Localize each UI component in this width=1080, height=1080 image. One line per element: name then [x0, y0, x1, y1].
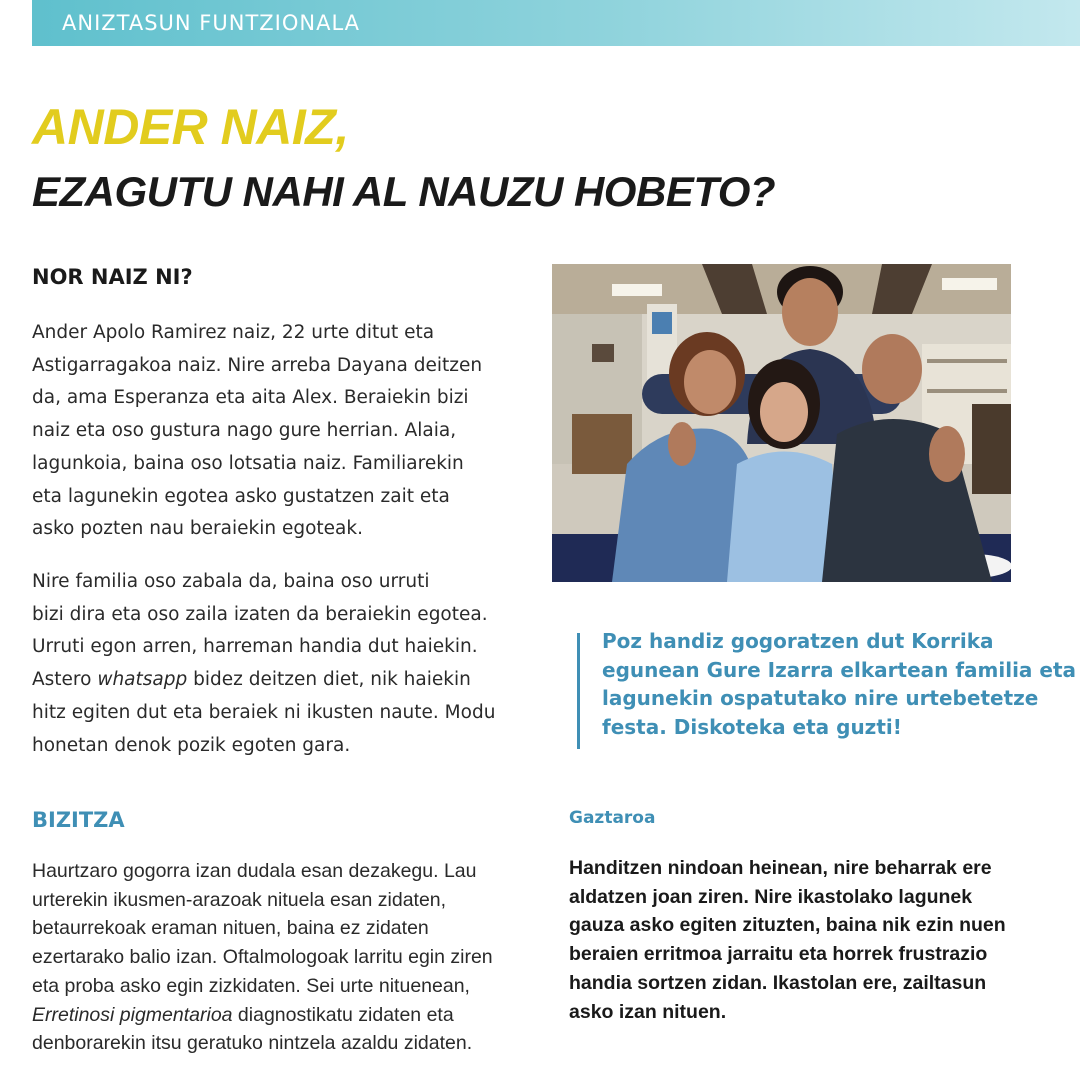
- text-line: Astigarragakoa naiz. Nire arreba Dayana deitzen: [32, 354, 483, 376]
- italic-term: whatsapp: [97, 669, 188, 691]
- text-line: Handitzen nindoan heinean, nire beharrak ere: [569, 857, 992, 879]
- quote-line: festa. Diskoteka eta guzti!: [602, 715, 902, 740]
- text-line: ezertarako balio izan. Oftalmologoak larritu egin ziren: [32, 946, 493, 969]
- text-line: betaurrekoak eraman nituen, baina ez zidaten: [32, 917, 429, 940]
- gaztaroa-paragraph: [569, 854, 1049, 1026]
- text-line: Ander Apolo Ramirez naiz, 22 urte ditut eta: [32, 322, 435, 343]
- section-banner: [32, 0, 1080, 46]
- quote-bar: [577, 633, 580, 749]
- text-line: bizi dira eta oso zaila izaten da beraiekin egotea.: [32, 603, 488, 625]
- text-fragment: Astero: [32, 669, 98, 691]
- section-label: ANIZTASUN FUNTZIONALA: [62, 11, 361, 35]
- text-line: denborarekin itsu geratuko nintzela azaldu zidaten.: [32, 1032, 473, 1055]
- gaztaroa-heading: Gaztaroa: [569, 808, 656, 828]
- bizitza-paragraph: [32, 857, 532, 1058]
- quote-line: lagunekin ospatutako nire urtebetetze: [602, 686, 1039, 711]
- text-line: hitz egiten dut eta beraiek ni ikusten naute. Modu: [32, 701, 496, 723]
- family-photo: [552, 264, 1011, 582]
- text-fragment: diagnostikatu zidaten eta: [232, 1003, 454, 1026]
- intro-heading: NOR NAIZ NI?: [32, 265, 193, 289]
- text-line: eta lagunekin egotea asko gustatzen zait eta: [32, 485, 450, 507]
- title-question: EZAGUTU NAHI AL NAUZU HOBETO?: [32, 168, 776, 215]
- intro-paragraph-1: [32, 317, 552, 546]
- text-line: [32, 664, 552, 697]
- quote-line: Poz handiz gogoratzen dut Korrika: [602, 629, 994, 653]
- text-line: honetan denok pozik egoten gara.: [32, 734, 351, 756]
- text-line: Nire familia oso zabala da, baina oso urruti: [32, 571, 430, 592]
- text-line: gauza asko egiten zituzten, baina nik ezin nuen: [569, 914, 1006, 937]
- quote-line: egunean Gure Izarra elkartean familia eta: [602, 657, 1077, 682]
- text-line: Urruti egon arren, harreman handia dut haiekin.: [32, 636, 478, 658]
- text-line: naiz eta oso gustura nago gure herrian. Alaia,: [32, 420, 457, 442]
- text-line: asko pozten nau beraiekin egoteak.: [32, 518, 363, 540]
- text-line: da, ama Esperanza eta aita Alex. Beraiekin bizi: [32, 387, 469, 409]
- pull-quote: [602, 627, 1077, 742]
- text-line: Haurtzaro gogorra izan dudala esan dezakegu. Lau: [32, 860, 477, 882]
- text-line: lagunkoia, baina oso lotsatia naiz. Familiarekin: [32, 452, 464, 474]
- intro-paragraph-2: [32, 566, 552, 762]
- text-line: [32, 1001, 532, 1030]
- bizitza-heading: BIZITZA: [32, 808, 125, 832]
- title-name: ANDER NAIZ,: [32, 99, 349, 155]
- text-line: asko izan nituen.: [569, 1000, 727, 1023]
- family-photo-illustration: [552, 264, 1011, 582]
- text-line: beraien erritmoa jarraitu eta horrek frustrazio: [569, 943, 988, 966]
- text-line: aldatzen joan ziren. Nire ikastolako lagunek: [569, 885, 973, 908]
- text-fragment: bidez deitzen diet, nik haiekin: [187, 669, 471, 691]
- italic-term: Erretinosi pigmentarioa: [32, 1003, 233, 1026]
- text-line: eta proba asko egin zizkidaten. Sei urte nituenean,: [32, 974, 470, 997]
- text-line: handia sortzen zidan. Ikastolan ere, zailtasun: [569, 971, 987, 994]
- text-line: urterekin ikusmen-arazoak nituela esan zidaten,: [32, 888, 447, 911]
